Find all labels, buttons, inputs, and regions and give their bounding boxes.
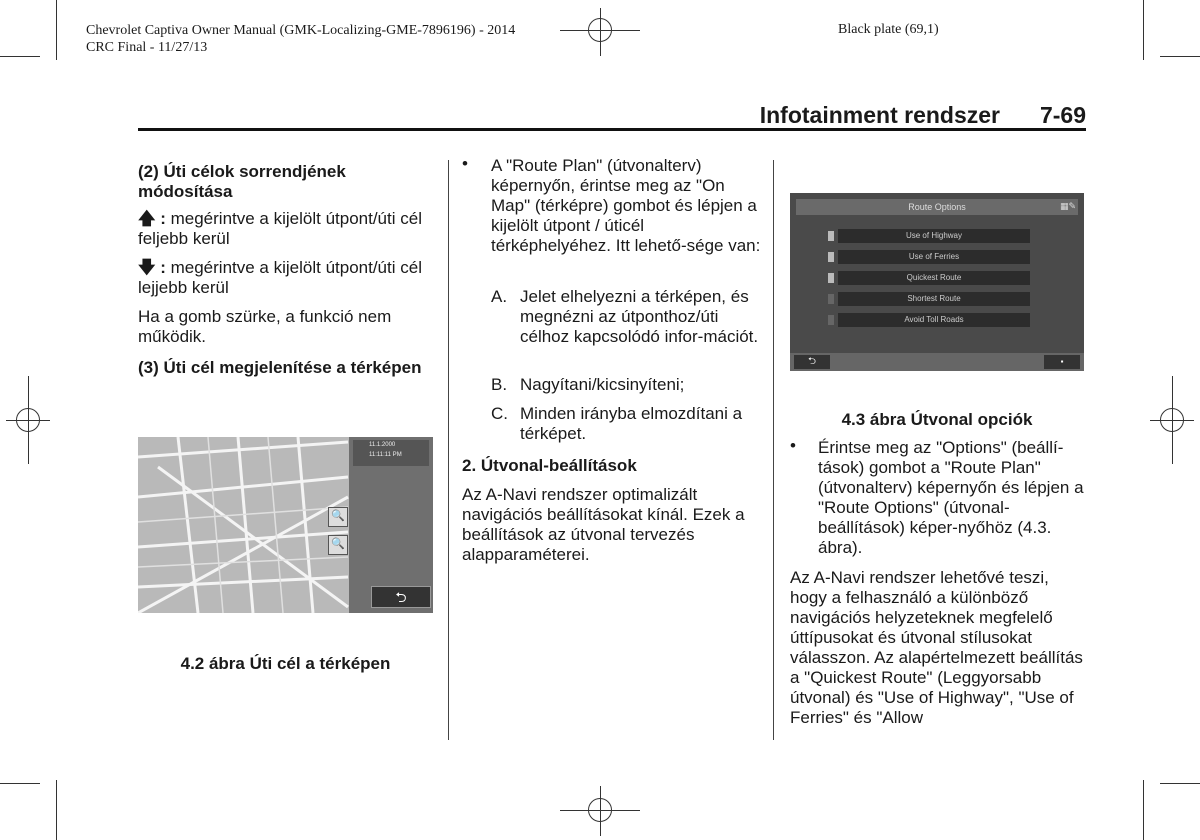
map-date: 11.1.2000 — [369, 442, 396, 448]
route-option-highway[interactable]: Use of Highway — [838, 229, 1030, 243]
zoom-in-icon[interactable]: 🔍 — [328, 507, 348, 527]
back-button[interactable]: ⮌ — [794, 355, 830, 369]
running-head — [138, 102, 1086, 130]
header-rule — [138, 128, 1086, 131]
settings-icon[interactable]: ▦✎ — [1059, 201, 1076, 211]
section-heading-2: 2. Útvonal-beállítások — [462, 456, 637, 475]
route-options-title: Route Options — [796, 199, 1078, 215]
figure-caption-4-2: 4.2 ábra Úti cél a térképen — [180, 654, 391, 673]
page-number: 7-69 — [1039, 102, 1086, 128]
checkbox-icon — [828, 273, 834, 283]
list-letter-a: A. — [491, 287, 508, 306]
map-figure — [138, 437, 433, 613]
bullet-icon: • — [790, 436, 796, 455]
checkbox-icon — [828, 252, 834, 262]
back-button[interactable]: ⮌ — [371, 586, 431, 608]
column-separator — [773, 160, 774, 740]
list-item-c: Minden irányba elmozdítani a térképet. — [520, 404, 743, 443]
route-settings-paragraph: Az A-Navi rendszer optimalizált navigációs beállításokat kínál. Ezek a beállítások az útvonal tervezés alapparaméterei. — [462, 485, 745, 564]
print-header-line1: Chevrolet Captiva Owner Manual (GMK-Localizing-GME-7896196) - 2014 — [86, 23, 516, 38]
bullet-icon: • — [462, 154, 468, 173]
route-option-quickest[interactable]: Quickest Route — [838, 271, 1030, 285]
zoom-out-icon[interactable]: 🔍 — [328, 535, 348, 555]
map-time: 11:11:11 PM — [369, 452, 402, 458]
down-arrow-icon: 🡇 : — [138, 258, 166, 277]
up-arrow-text: megérintve a kijelölt útpont/úti cél feljebb kerül — [138, 209, 422, 248]
list-letter-b: B. — [491, 375, 508, 394]
route-option-avoid-toll[interactable]: Avoid Toll Roads — [838, 313, 1030, 327]
checkbox-icon — [828, 294, 834, 304]
section-heading-text: (3) Úti cél megjelenítése a térképen — [138, 358, 422, 377]
figure-caption-4-3: 4.3 ábra Útvonal opciók — [841, 410, 1033, 429]
column-1 — [138, 162, 428, 202]
bullet-paragraph: A "Route Plan" (útvonalterv) képernyőn, érintse meg az "On Map" (térképre) gombot és lépjen a kijelölt útpont / úticél térképhelyéhez. Itt lehető-sége van: — [491, 156, 761, 255]
checkbox-icon — [828, 315, 834, 325]
up-arrow-instruction — [138, 209, 428, 249]
ok-button[interactable]: ▪ — [1044, 355, 1080, 369]
grey-note-text: Ha a gomb szürke, a funkció nem működik. — [138, 307, 392, 346]
running-head-title: Infotainment rendszer — [759, 102, 1000, 128]
map-side-panel — [349, 437, 433, 613]
print-header-left — [86, 22, 515, 56]
section-heading: (2) Úti célok sorrendjének módosítása — [138, 162, 346, 201]
column-separator — [448, 160, 449, 740]
list-item-b: Nagyítani/kicsinyíteni; — [520, 375, 685, 394]
route-bottom-bar — [790, 353, 1084, 371]
section-heading-3 — [138, 358, 428, 378]
down-arrow-instruction — [138, 258, 428, 298]
print-header-plate: Black plate (69,1) — [838, 22, 939, 37]
print-header-line2: CRC Final - 11/27/13 — [86, 40, 208, 55]
route-options-screen — [790, 193, 1084, 371]
route-option-shortest[interactable]: Shortest Route — [838, 292, 1030, 306]
list-letter-c: C. — [491, 404, 508, 423]
checkbox-icon — [828, 231, 834, 241]
route-option-ferries[interactable]: Use of Ferries — [838, 250, 1030, 264]
options-bullet-paragraph: Érintse meg az "Options" (beállí-tások) gombot a "Route Plan" (útvonalterv) képernyőn és lépjen a "Route Options" (útvonal-beállítások) képer-nyőhöz (4.3. ábra). — [818, 438, 1084, 557]
down-arrow-text: megérintve a kijelölt útpont/úti cél lejjebb kerül — [138, 258, 422, 297]
route-style-paragraph: Az A-Navi rendszer lehetővé teszi, hogy a felhasználó a különböző navigációs helyzeteknek megfelelő úttípusokat és útvonal stílusokat válasszon. Az alapértelmezett beállítás a "Quickest Route" (Leggyorsabb útvonal) és "Use of Highway", "Use of Ferries" és "Allow — [790, 568, 1083, 727]
list-item-a: Jelet elhelyezni a térképen, és megnézni az útponthoz/úti célhoz kapcsolódó infor-mációt. — [520, 287, 759, 346]
grey-button-note — [138, 307, 428, 347]
up-arrow-icon: 🡅 : — [138, 209, 166, 228]
map-datetime — [353, 440, 429, 466]
